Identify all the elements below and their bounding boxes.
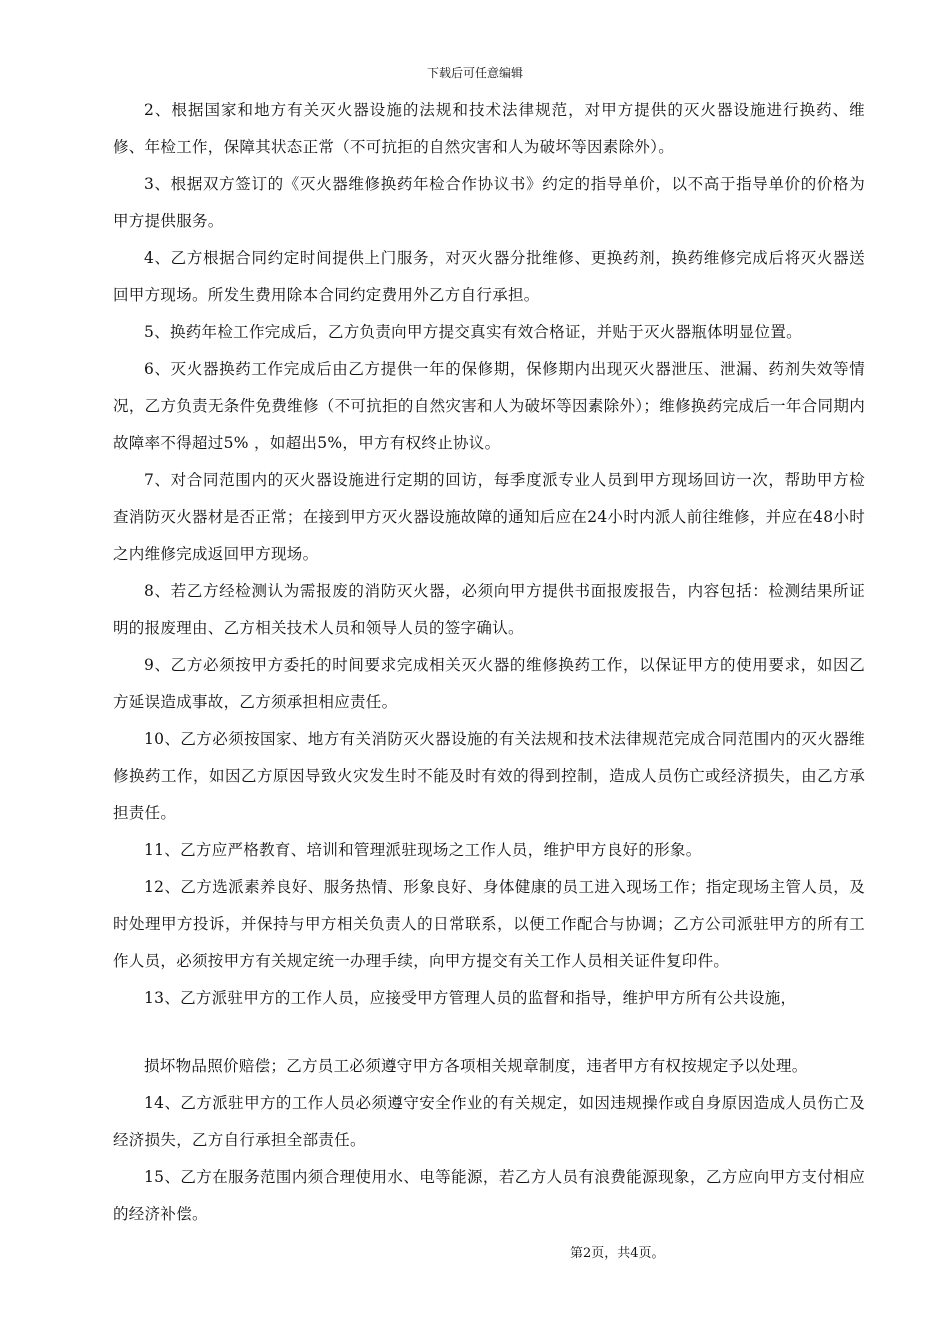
contract-clauses-bottom <box>113 1048 865 1233</box>
clause-4: 4、乙方根据合同约定时间提供上门服务，对灭火器分批维修、更换药剂，换药维修完成后将灭火器送回甲方现场。所发生费用除本合同约定费用外乙方自行承担。 <box>113 249 865 304</box>
clause-3: 3、根据双方签订的《灭火器维修换药年检合作协议书》约定的指导单价，以不高于指导单价的价格为甲方提供服务。 <box>113 175 865 230</box>
clause-11: 11、乙方应严格教育、培训和管理派驻现场之工作人员，维护甲方良好的形象。 <box>144 841 702 859</box>
page-number: 第2页，共4页。 <box>570 1246 665 1261</box>
clause-15: 15、乙方在服务范围内须合理使用水、电等能源，若乙方人员有浪费能源现象，乙方应向甲方支付相应的经济补偿。 <box>113 1168 865 1223</box>
clause-13: 13、乙方派驻甲方的工作人员，应接受甲方管理人员的监督和指导，维护甲方所有公共设施， <box>144 989 797 1007</box>
clause-7: 7、对合同范围内的灭火器设施进行定期的回访，每季度派专业人员到甲方现场回访一次，帮助甲方检查消防灭火器材是否正常；在接到甲方灭火器设施故障的通知后应在24小时内派人前往维修，并应在48小时之内维修完成返回甲方现场。 <box>113 471 865 563</box>
clause-5: 5、换药年检工作完成后，乙方负责向甲方提交真实有效合格证，并贴于灭火器瓶体明显位置。 <box>144 323 802 341</box>
clause-13-continued: 损坏物品照价赔偿；乙方员工必须遵守甲方各项相关规章制度，违者甲方有权按规定予以处理。 <box>144 1057 808 1075</box>
clause-12: 12、乙方选派素养良好、服务热情、形象良好、身体健康的员工进入现场工作；指定现场主管人员，及时处理甲方投诉，并保持与甲方相关负责人的日常联系，以便工作配合与协调；乙方公司派驻甲方的所有工作人员，必须按甲方有关规定统一办理手续，向甲方提交有关工作人员相关证件复印件。 <box>113 878 865 970</box>
clause-10: 10、乙方必须按国家、地方有关消防灭火器设施的有关法规和技术法律规范完成合同范围内的灭火器维修换药工作，如因乙方原因导致火灾发生时不能及时有效的得到控制，造成人员伤亡或经济损失，由乙方承担责任。 <box>113 730 865 822</box>
contract-clauses-top <box>113 92 865 1017</box>
clause-8: 8、若乙方经检测认为需报废的消防灭火器，必须向甲方提供书面报废报告，内容包括：检测结果所证明的报废理由、乙方相关技术人员和领导人员的签字确认。 <box>113 582 865 637</box>
clause-14: 14、乙方派驻甲方的工作人员必须遵守安全作业的有关规定，如因违规操作或自身原因造成人员伤亡及经济损失，乙方自行承担全部责任。 <box>113 1094 865 1149</box>
clause-6: 6、灭火器换药工作完成后由乙方提供一年的保修期，保修期内出现灭火器泄压、泄漏、药剂失效等情况，乙方负责无条件免费维修（不可抗拒的自然灾害和人为破坏等因素除外）；维修换药完成后一年合同期内故障率不得超过5% ，如超出5%，甲方有权终止协议。 <box>113 360 865 452</box>
clause-9: 9、乙方必须按甲方委托的时间要求完成相关灭火器的维修换药工作，以保证甲方的使用要求，如因乙方延误造成事故，乙方须承担相应责任。 <box>113 656 865 711</box>
page-header: 下载后可任意编辑 <box>426 66 523 80</box>
clause-2: 2、根据国家和地方有关灭火器设施的法规和技术法律规范，对甲方提供的灭火器设施进行换药、维修、年检工作，保障其状态正常（不可抗拒的自然灾害和人为破坏等因素除外）。 <box>113 101 865 156</box>
